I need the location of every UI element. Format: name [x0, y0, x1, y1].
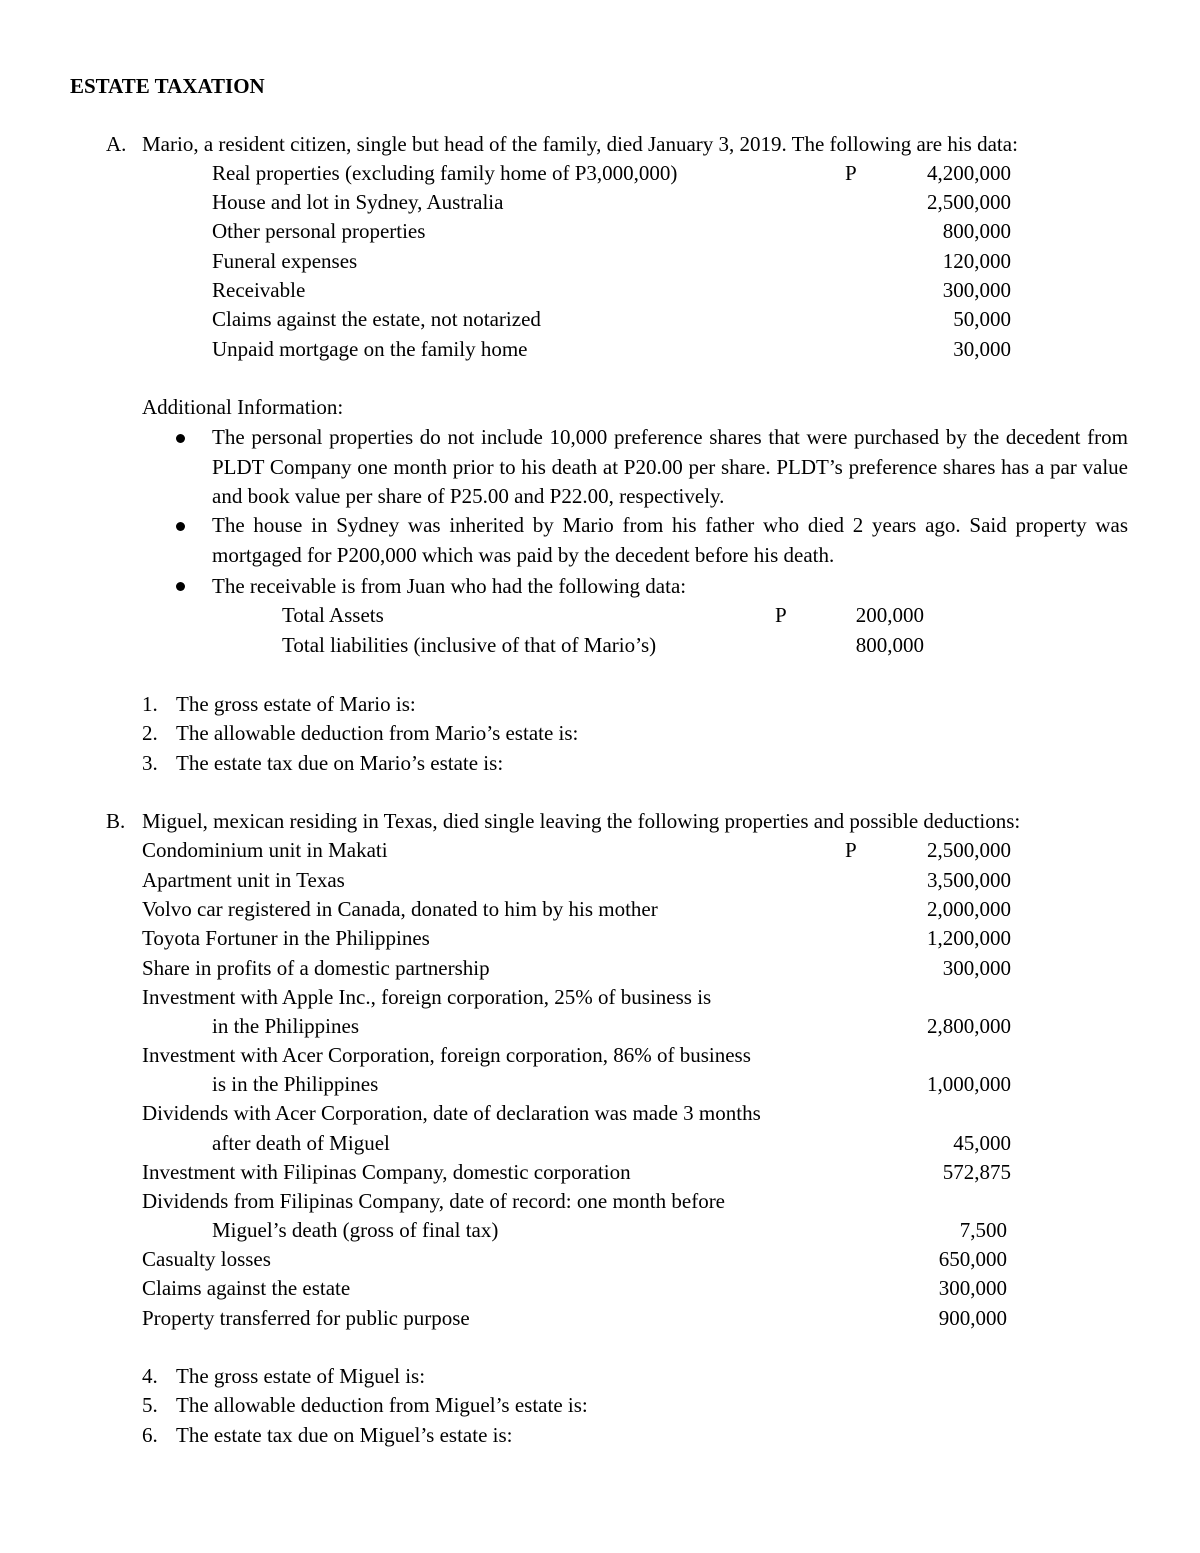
section-b-marker: B. [106, 809, 126, 833]
item-label-continued: in the Philippines [212, 1014, 359, 1038]
item-amount: 45,000 [953, 1131, 1011, 1155]
item-label: Unpaid mortgage on the family home [212, 337, 528, 361]
item-label: Condominium unit in Makati [142, 838, 388, 862]
item-amount: 300,000 [938, 1276, 1007, 1300]
item-label: Share in profits of a domestic partnership [142, 956, 490, 980]
item-amount: 120,000 [942, 249, 1011, 273]
question-text: The estate tax due on Mario’s estate is: [176, 751, 504, 775]
item-amount: 2,500,000 [927, 190, 1011, 214]
currency-symbol: P [845, 161, 857, 185]
item-amount: 800,000 [942, 219, 1011, 243]
item-amount: 2,800,000 [927, 1014, 1011, 1038]
item-amount: 4,200,000 [927, 161, 1011, 185]
item-label: Receivable [212, 278, 306, 302]
item-label: Claims against the estate [142, 1276, 351, 1300]
question-number: 2. [142, 721, 158, 745]
item-amount: 50,000 [953, 307, 1011, 331]
item-label: House and lot in Sydney, Australia [212, 190, 504, 214]
item-label: Volvo car registered in Canada, donated to him by his mother [142, 897, 658, 921]
item-label: Claims against the estate, not notarized [212, 307, 541, 331]
item-label: Dividends from Filipinas Company, date of record: one month before [142, 1189, 726, 1213]
item-amount: 300,000 [942, 956, 1011, 980]
item-label: Property transferred for public purpose [142, 1306, 470, 1330]
item-label-continued: Miguel’s death (gross of final tax) [212, 1218, 499, 1242]
item-amount: 572,875 [942, 1160, 1011, 1184]
bullet-item: The receivable is from Juan who had the following data: [212, 574, 687, 598]
page-title: ESTATE TAXATION [70, 74, 265, 98]
item-amount: 1,200,000 [927, 926, 1011, 950]
question-text: The allowable deduction from Mario’s estate is: [176, 721, 579, 745]
bullet-item: The house in Sydney was inherited by Mario from his father who died 2 years ago. Said property was mortgaged for P200,000 which was paid by the decedent before his death. [212, 513, 1128, 567]
item-label: Funeral expenses [212, 249, 358, 273]
item-amount: 650,000 [938, 1247, 1007, 1271]
bullet-icon [176, 434, 185, 443]
question-text: The estate tax due on Miguel’s estate is: [176, 1423, 513, 1447]
section-b-intro: Miguel, mexican residing in Texas, died single leaving the following properties and possible deductions: [142, 809, 1021, 833]
item-amount: 2,000,000 [927, 897, 1011, 921]
item-label: Casualty losses [142, 1247, 271, 1271]
juan-amount: 800,000 [855, 633, 924, 657]
item-label: Investment with Apple Inc., foreign corporation, 25% of business is [142, 985, 712, 1009]
item-amount: 30,000 [953, 337, 1011, 361]
additional-info-heading: Additional Information: [142, 395, 344, 419]
item-label: Real properties (excluding family home of P3,000,000) [212, 161, 678, 185]
question-text: The allowable deduction from Miguel’s estate is: [176, 1393, 588, 1417]
section-a-marker: A. [106, 132, 127, 156]
currency-symbol: P [845, 838, 857, 862]
juan-label: Total Assets [282, 603, 384, 627]
item-amount: 300,000 [942, 278, 1011, 302]
item-amount: 7,500 [959, 1218, 1007, 1242]
item-label: Investment with Filipinas Company, domestic corporation [142, 1160, 631, 1184]
question-number: 5. [142, 1393, 158, 1417]
item-label: Dividends with Acer Corporation, date of declaration was made 3 months [142, 1101, 761, 1125]
item-label-continued: after death of Miguel [212, 1131, 390, 1155]
question-text: The gross estate of Mario is: [176, 692, 416, 716]
item-label: Toyota Fortuner in the Philippines [142, 926, 430, 950]
bullet-icon [176, 522, 185, 531]
item-amount: 3,500,000 [927, 868, 1011, 892]
question-text: The gross estate of Miguel is: [176, 1364, 426, 1388]
item-label-continued: is in the Philippines [212, 1072, 379, 1096]
item-amount: 1,000,000 [927, 1072, 1011, 1096]
item-amount: 2,500,000 [927, 838, 1011, 862]
question-number: 3. [142, 751, 158, 775]
item-label: Investment with Acer Corporation, foreign corporation, 86% of business [142, 1043, 751, 1067]
juan-label: Total liabilities (inclusive of that of Mario’s) [282, 633, 657, 657]
question-number: 1. [142, 692, 158, 716]
question-number: 4. [142, 1364, 158, 1388]
bullet-item: The personal properties do not include 10,000 preference shares that were purchased by the decedent from PLDT Company one month prior to his death at P20.00 per share. PLDT’s preference shares has a par value and book value per share of P25.00 and P22.00, respectively. [212, 425, 1128, 508]
question-number: 6. [142, 1423, 158, 1447]
item-label: Apartment unit in Texas [142, 868, 345, 892]
juan-amount: 200,000 [855, 603, 924, 627]
item-label: Other personal properties [212, 219, 426, 243]
bullet-icon [176, 582, 185, 591]
item-amount: 900,000 [938, 1306, 1007, 1330]
currency-symbol: P [775, 603, 787, 627]
section-a-intro: Mario, a resident citizen, single but head of the family, died January 3, 2019. The following are his data: [142, 132, 1018, 156]
